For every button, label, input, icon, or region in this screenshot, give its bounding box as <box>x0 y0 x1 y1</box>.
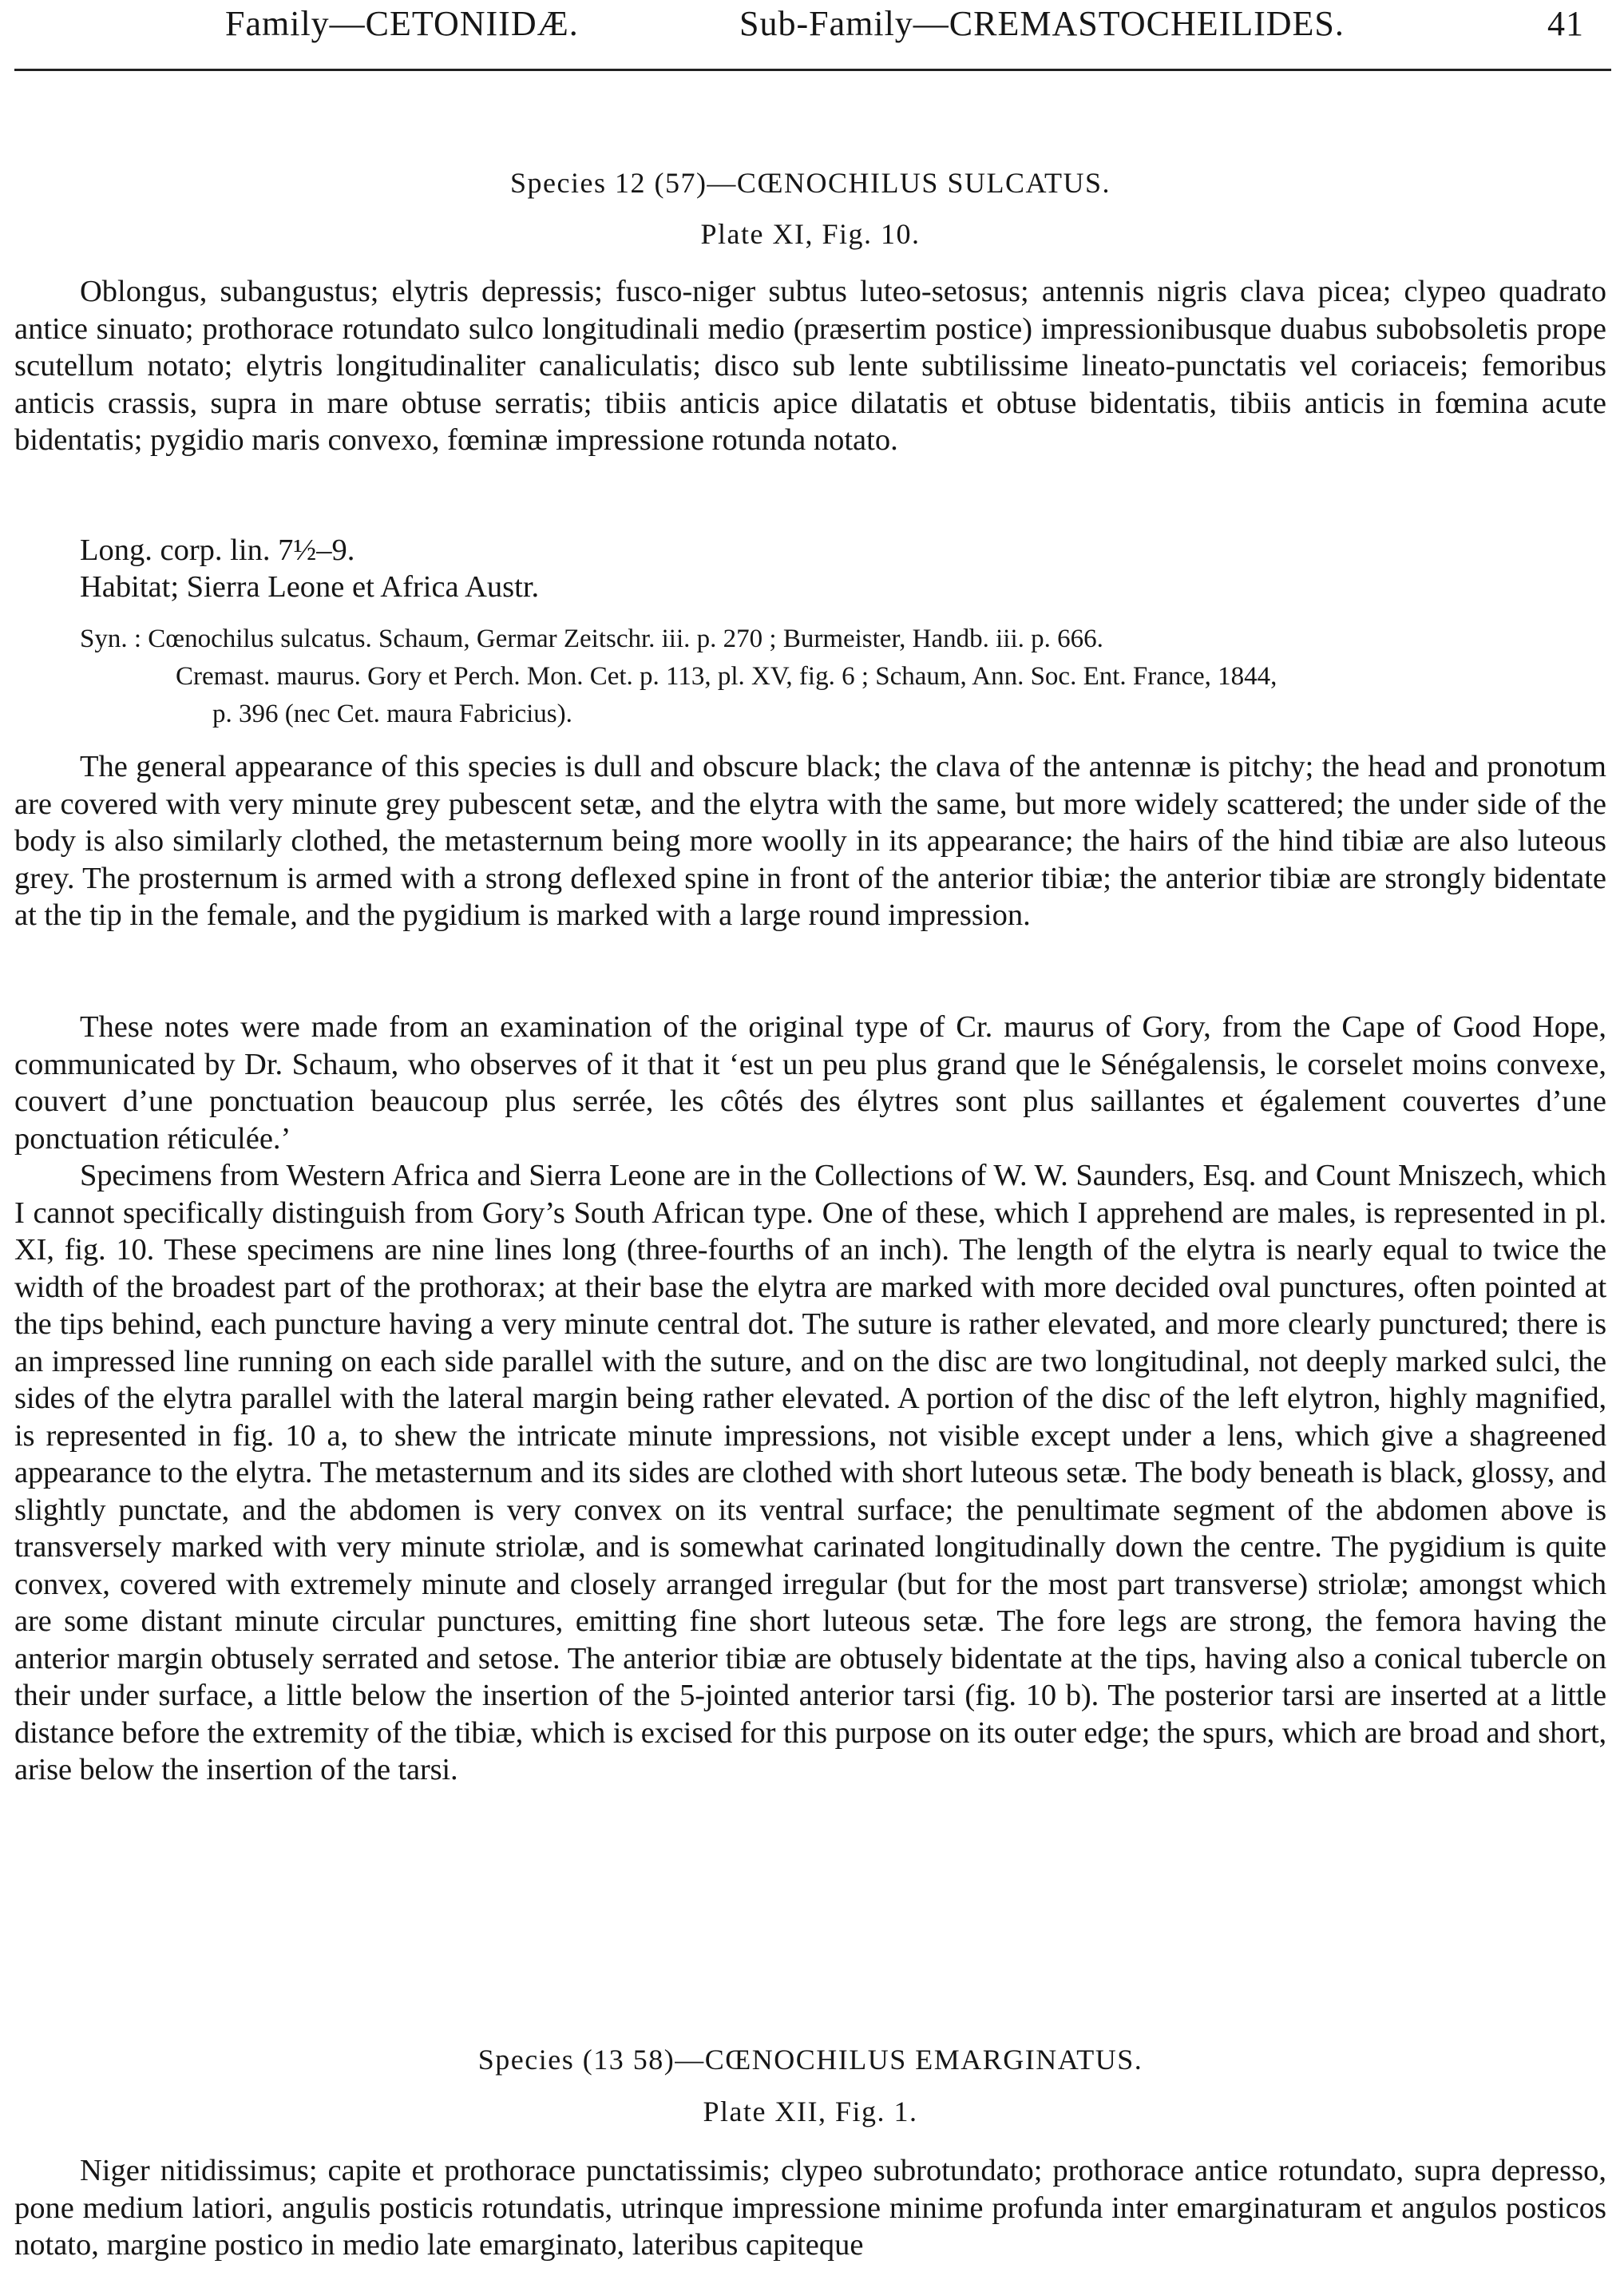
header-rule <box>14 69 1611 71</box>
species-12-paragraph-2: These notes were made from an examination of the original type of Cr. maurus of Gory, from the Cape of Good Hope, communicated by Dr. Schaum, who observes of it that it ‘est un peu plus grand que le Sénégalensis, le corselet moins convexe, couvert d’une ponctuation beaucoup plus serrée, les côtés des élytres sont plus saillantes et également couvertes d’une ponctuation réticulée.’ <box>14 1010 1606 1156</box>
species-12-latin-description: Oblongus, subangustus; elytris depressis; fusco-niger subtus luteo-setosus; antennis nigris clava picea; clypeo quadrato antice sinuato; prothorace rotundato sulco longitudinali medio (præsertim postice) impressionibusque duabus subobsoletis prope scutellum notato; elytris longitudinaliter canaliculatis; disco sub lente subtilissime lineato-punctatis vel coriaceis; femoribus anticis crassis, supra in mare obtuse serratis; tibiis anticis apice dilatatis et obtuse bidentatis, tibiis anticis in fœmina acute bidentatis; pygidio maris convexo, fœminæ impressione rotunda notato. <box>14 275 1606 457</box>
species-12-paragraph-3: Specimens from Western Africa and Sierra Leone are in the Collections of W. W. Saunders, Esq. and Count Mniszech, which I cannot specifically distinguish from Gory’s South African type. One of these, which I apprehend are males, is represented in pl. XI, fig. 10. These specimens are nine lines long (three-fourths of an inch). The length of the elytra is nearly equal to twice the width of the broadest part of the prothorax; at their base the elytra are marked with more decided oval punctures, often pointed at the tips behind, each puncture having a very minute central dot. The suture is rather elevated, and more clearly punctured; there is an impressed line running on each side parallel with the suture, and on the disc are two longitudinal, not deeply marked sulci, the sides of the elytra parallel with the lateral margin being rather elevated. A portion of the disc of the left elytron, highly magnified, is represented in fig. 10 a, to shew the intricate minute impressions, not visible except under a lens, which give a shagreened appearance to the elytra. The metasternum and its sides are clothed with short luteous setæ. The body beneath is black, glossy, and slightly punctate, and the abdomen is very convex on its ventral surface; the penultimate segment of the abdomen above is transversely marked with very minute striolæ, and is somewhat carinated longitudinally down the centre. The pygidium is quite convex, covered with extremely minute and closely arranged irregular (but for the most part transverse) striolæ; amongst which are some distant minute circular punctures, emitting fine short luteous setæ. The fore legs are strong, the femora having the anterior margin obtusely serrated and setose. The anterior tibiæ are obtusely bidentate at the tips, having also a conical tubercle on their under surface, a little below the insertion of the 5-jointed anterior tarsi (fig. 10 b). The posterior tarsi are inserted at a little distance before the extremity of the tibiæ, which is excised for this purpose on its outer edge; the spurs, which are broad and short, arise below the insertion of the tarsi. <box>14 1159 1606 1786</box>
species-12-heading: Species 12 (57)—CŒNOCHILUS SULCATUS. <box>509 167 1111 199</box>
species-12-habitat: Habitat; Sierra Leone et Africa Austr. <box>80 570 540 604</box>
species-13-latin-description: Niger nitidissimus; capite et prothorace punctatissimis; clypeo subrotundato; prothorace antice rotundato, supra depresso, pone medium latiori, angulis posticis rotundatis, utrinque impressione minime profunda inter emarginaturam et angulos posticos notato, margine postico in medio late emarginato, lateribus capiteque <box>14 2154 1606 2262</box>
species-12-length: Long. corp. lin. 7½–9. <box>80 533 355 567</box>
species-12-synonymy-line-3: p. 396 (nec Cet. maura Fabricius). <box>212 700 572 728</box>
species-12-synonymy-line-2: Cremast. maurus. Gory et Perch. Mon. Cet. p. 113, pl. XV, fig. 6 ; Schaum, Ann. Soc. Ent. France, 1844, <box>176 662 1277 691</box>
running-head-subfamily: Sub-Family—CREMASTOCHEILIDES. <box>739 4 1345 43</box>
running-head-family: Family—CETONIIDÆ. <box>225 4 579 43</box>
species-13-plate-reference: Plate XII, Fig. 1. <box>703 2096 918 2127</box>
species-12-plate-reference: Plate XI, Fig. 10. <box>700 218 921 250</box>
species-13-heading: Species (13 58)—CŒNOCHILUS EMARGINATUS. <box>477 2044 1143 2076</box>
running-head <box>0 0 1624 48</box>
species-12-paragraph-1: The general appearance of this species is dull and obscure black; the clava of the antennæ is pitchy; the head and pronotum are covered with very minute grey pubescent setæ, and the elytra with the same, but more widely scattered; the under side of the body is also similarly clothed, the metasternum being more woolly in its appearance; the hairs of the hind tibiæ are also luteous grey. The prosternum is armed with a strong deflexed spine in front of the anterior tibiæ; the anterior tibiæ are strongly bidentate at the tip in the female, and the pygidium is marked with a large round impression. <box>14 750 1606 932</box>
page-number: 41 <box>1547 4 1584 43</box>
species-12-synonymy-line-1: Syn. : Cœnochilus sulcatus. Schaum, Germar Zeitschr. iii. p. 270 ; Burmeister, Handb. iii. p. 666. <box>80 625 1103 653</box>
